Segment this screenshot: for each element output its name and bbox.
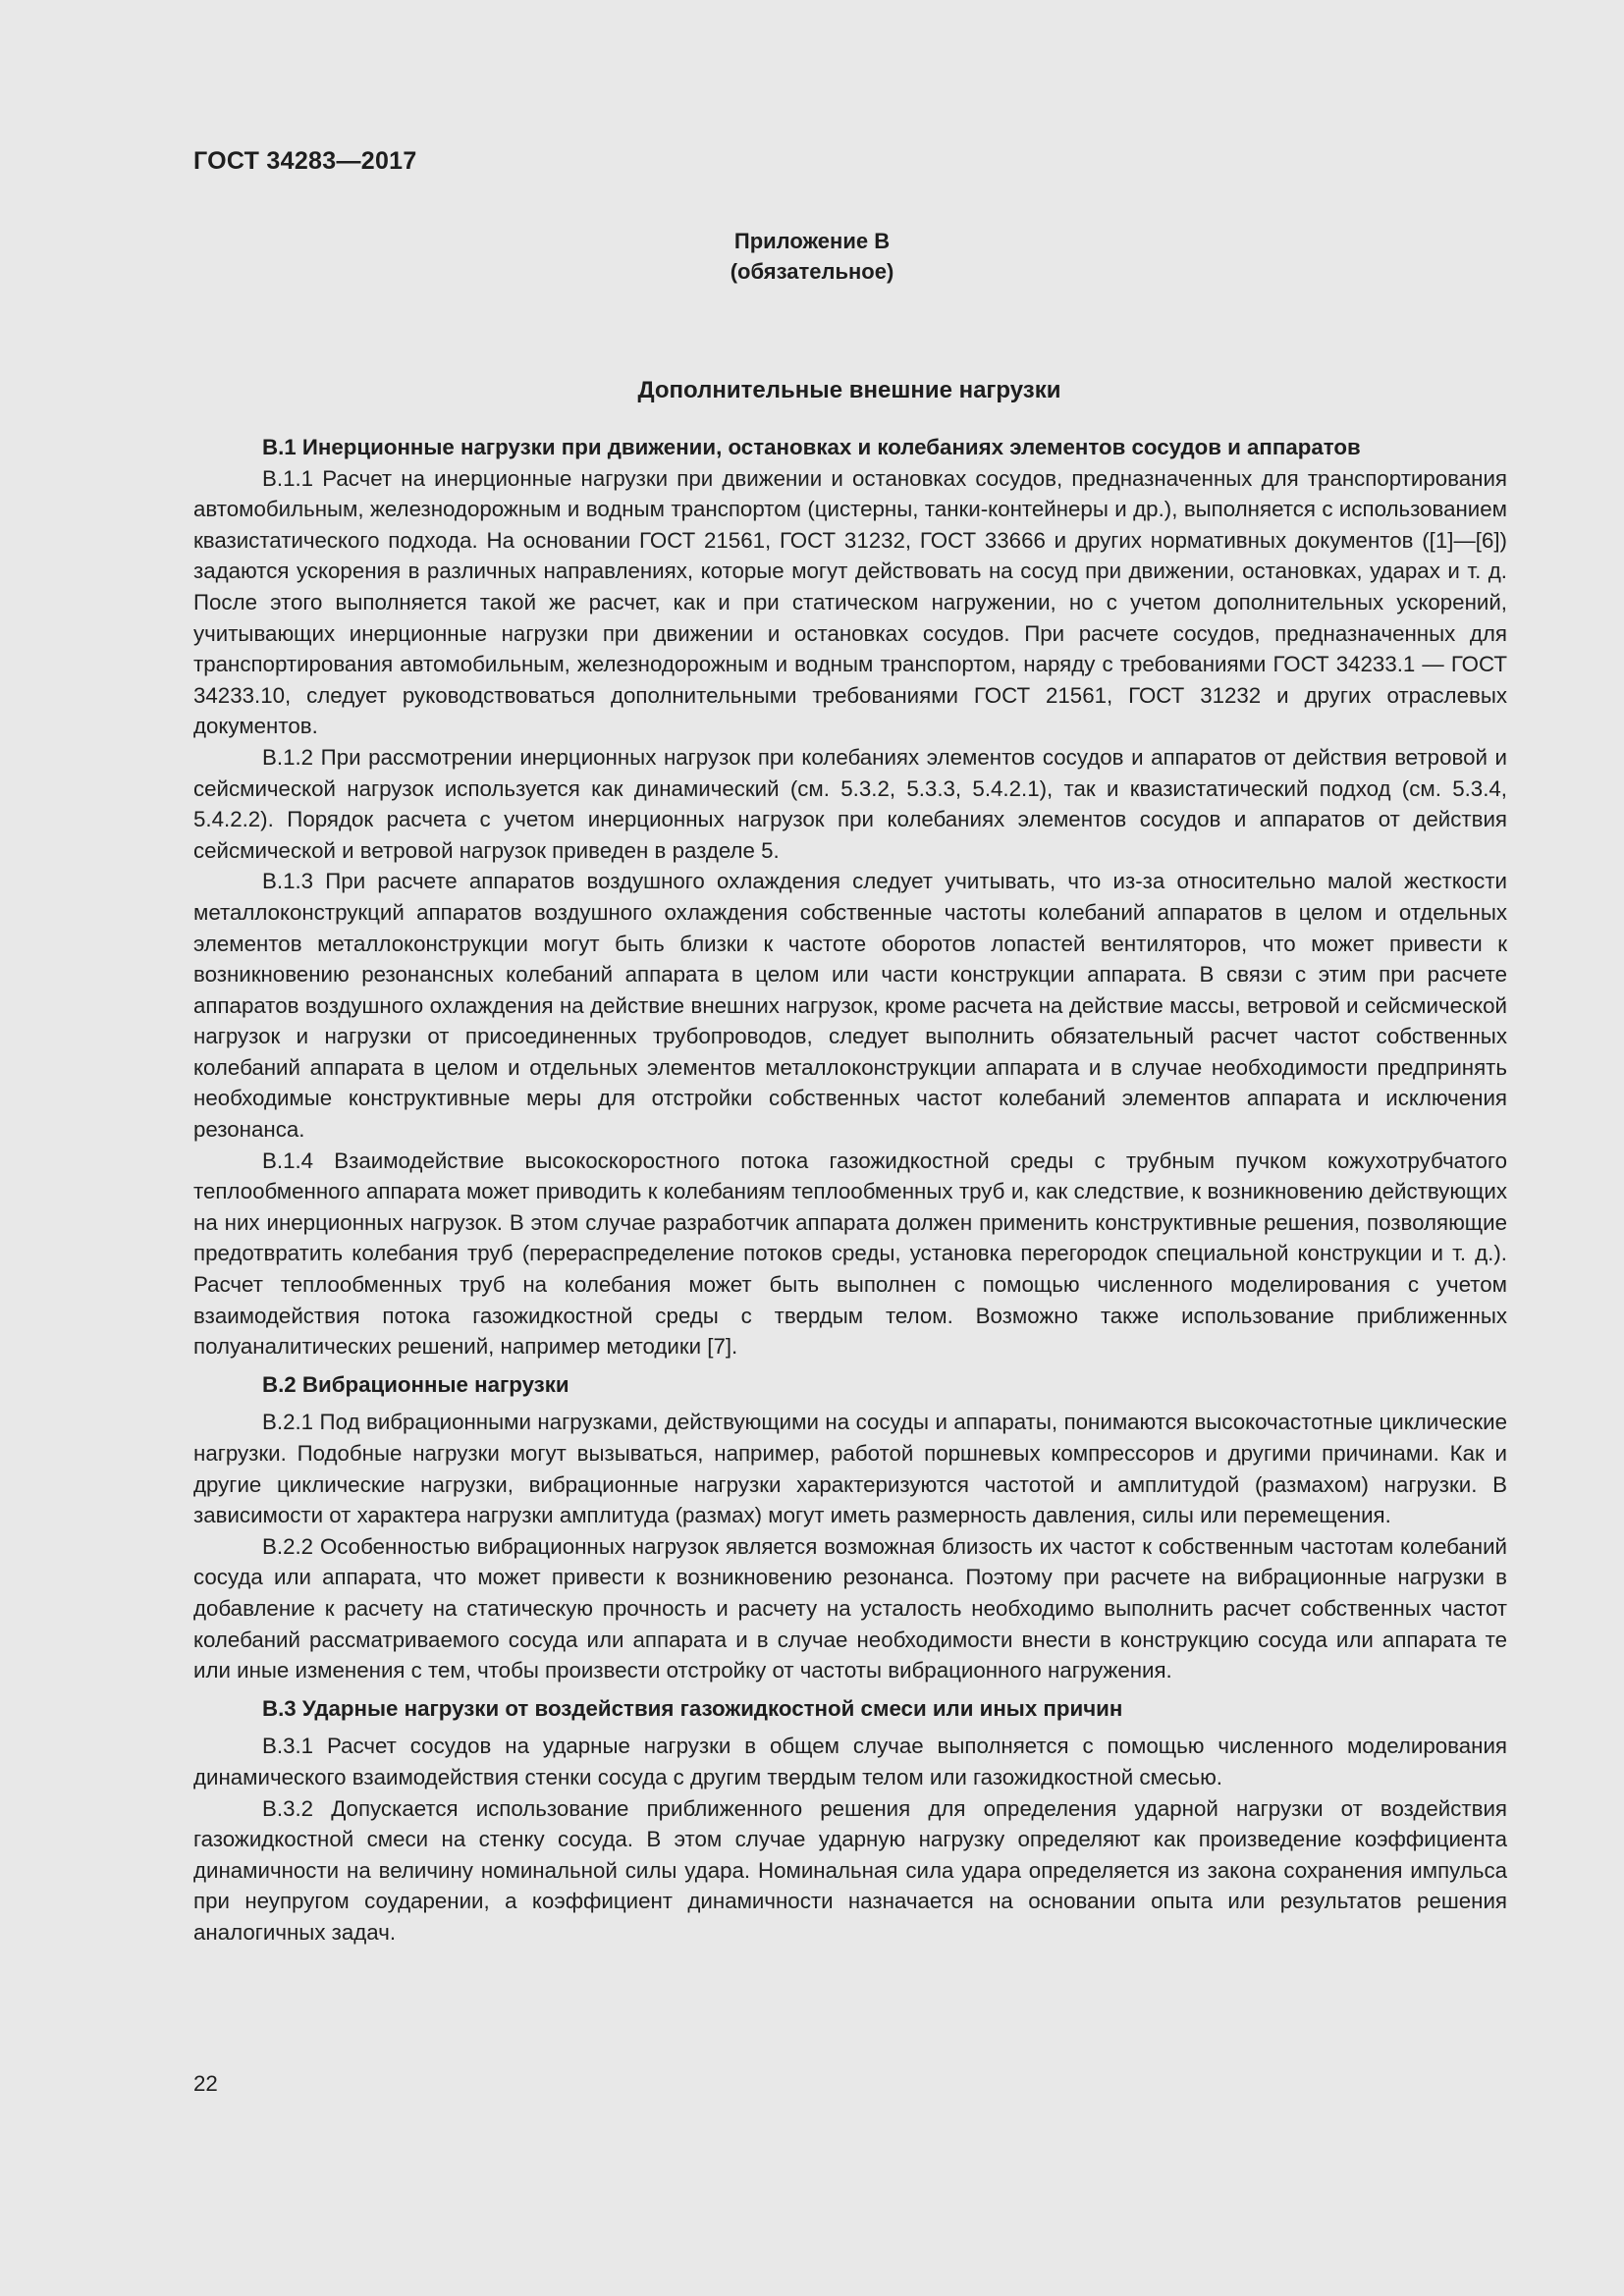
page-number: 22	[193, 2071, 218, 2096]
paragraph-b-3-1: В.3.1 Расчет сосудов на ударные нагрузки в общем случае выполняется с помощью численного моделирования динамического взаимодействия стенки сосуда с другим твердым телом или газожидкостной смесью.	[193, 1734, 1507, 1789]
paragraph-b-3-2: В.3.2 Допускается использование приближенного решения для определения ударной нагрузки от воздействия газожидкостной смеси на стенку сосуда. В этом случае ударную нагрузку определяют как произведение коэффициента динамичности на величину номинальной силы удара. Номинальная сила удара определяется из закона сохранения импульса при неупругом соударении, а коэффициент динамичности назначается на основании опыта или результатов решения аналогичных задач.	[193, 1795, 1507, 1945]
section-heading-b3: В.3 Ударные нагрузки от воздействия газожидкостной смеси или иных причин	[262, 1695, 1123, 1721]
section-heading-b2: В.2 Вибрационные нагрузки	[262, 1371, 569, 1397]
document-code: ГОСТ 34283—2017	[193, 147, 417, 175]
section-heading-b1: В.1 Инерционные нагрузки при движении, остановках и колебаниях элементов сосудов и аппаратов	[262, 435, 1361, 459]
appendix-title: Приложение В	[733, 229, 891, 253]
paragraph-b-1-4: В.1.4 Взаимодействие высокоскоростного потока газожидкостной среды с трубным пучком кожухотрубчатого теплообменного аппарата может приводить к колебаниям теплообменных труб и, как следствие, к возникновению действующих на них инерционных нагрузок. В этом случае разработчик аппарата должен применить конструктивные решения, позволяющие предотвратить колебания труб (перераспределение потоков среды, установка перегородок специальной конструкции и т. д.). Расчет теплообменных труб на колебания может быть выполнен с помощью численного моделирования с учетом взаимодействия потока газожидкостной среды с твердым телом. Возможно также использование приближенных полуаналитических решений, например методики [7].	[193, 1148, 1507, 1360]
paragraph-b-1-1: В.1.1 Расчет на инерционные нагрузки при движении и остановках сосудов, предназначенных для транспортирования автомобильным, железнодорожным и водным транспортом (цистерны, танки-контейнеры и др.), выполняется с использованием квазистатического подхода. На основании ГОСТ 21561, ГОСТ 31232, ГОСТ 33666 и других нормативных документов ([1]—[6]) задаются ускорения в различных направлениях, которые могут действовать на сосуд при движении, остановках, ударах и т. д. После этого выполняется такой же расчет, как и при статическом нагружении, но с учетом дополнительных ускорений, учитывающих инерционные нагрузки при движении и остановках сосудов. При расчете сосудов, предназначенных для транспортирования автомобильным, железнодорожным и водным транспортом, наряду с требованиями ГОСТ 34233.1 — ГОСТ 34233.10, следует руководствоваться дополнительными требованиями ГОСТ 21561, ГОСТ 31232 и других отраслевых документов.	[193, 465, 1507, 739]
paragraph-b-2-1: В.2.1 Под вибрационными нагрузками, действующими на сосуды и аппараты, понимаются высокочастотные циклические нагрузки. Подобные нагрузки могут вызываться, например, работой поршневых компрессоров и другими причинами. Как и другие циклические нагрузки, вибрационные нагрузки характеризуются частотой и амплитудой (размахом) нагрузки. В зависимости от характера нагрузки амплитуда (размах) могут иметь размерность давления, силы или перемещения.	[193, 1410, 1507, 1528]
appendix-status: (обязательное)	[730, 259, 894, 284]
paragraph-b-1-2: В.1.2 При рассмотрении инерционных нагрузок при колебаниях элементов сосудов и аппаратов от действия ветровой и сейсмической нагрузок используется как динамический (см. 5.3.2, 5.3.3, 5.4.2.1), так и квазистатический подход (см. 5.3.4, 5.4.2.2). Порядок расчета с учетом инерционных нагрузок при колебаниях элементов сосудов и аппаратов от действия сейсмической и ветровой нагрузок приведен в разделе 5.	[193, 744, 1507, 863]
paragraph-b-1-3: В.1.3 При расчете аппаратов воздушного охлаждения следует учитывать, что из-за относительно малой жесткости металлоконструкций аппаратов воздушного охлаждения собственные частоты колебаний аппаратов в целом и отдельных элементов металлоконструкции могут быть близки к частоте оборотов лопастей вентиляторов, что может привести к возникновению резонансных колебаний аппарата в целом или части конструкции аппарата. В связи с этим при расчете аппаратов воздушного охлаждения на действие внешних нагрузок, кроме расчета на действие массы, ветровой и сейсмической нагрузок и нагрузки от присоединенных трубопроводов, следует выполнить обязательный расчет частот собственных колебаний аппарата в целом и отдельных элементов металлоконструкции аппарата и в случае необходимости предпринять необходимые конструктивные меры для отстройки собственных частот колебаний элементов аппарата и исключения резонанса.	[193, 869, 1507, 1143]
main-title: Дополнительные внешние нагрузки	[637, 377, 1061, 403]
appendix-heading	[0, 226, 1624, 287]
document-body	[193, 432, 1507, 1949]
paragraph-b-2-2: В.2.2 Особенностью вибрационных нагрузок является возможная близость их частот к собственным частотам колебаний сосуда или аппарата, что может привести к возникновению резонанса. Поэтому при расчете на вибрационные нагрузки в добавление к расчету на статическую прочность и расчету на усталость необходимо выполнить расчет собственных частот колебаний рассматриваемого сосуда или аппарата и в случае необходимости внести в конструкцию сосуда или аппарата те или иные изменения с тем, чтобы произвести отстройку от частоты вибрационного нагружения.	[193, 1533, 1507, 1683]
